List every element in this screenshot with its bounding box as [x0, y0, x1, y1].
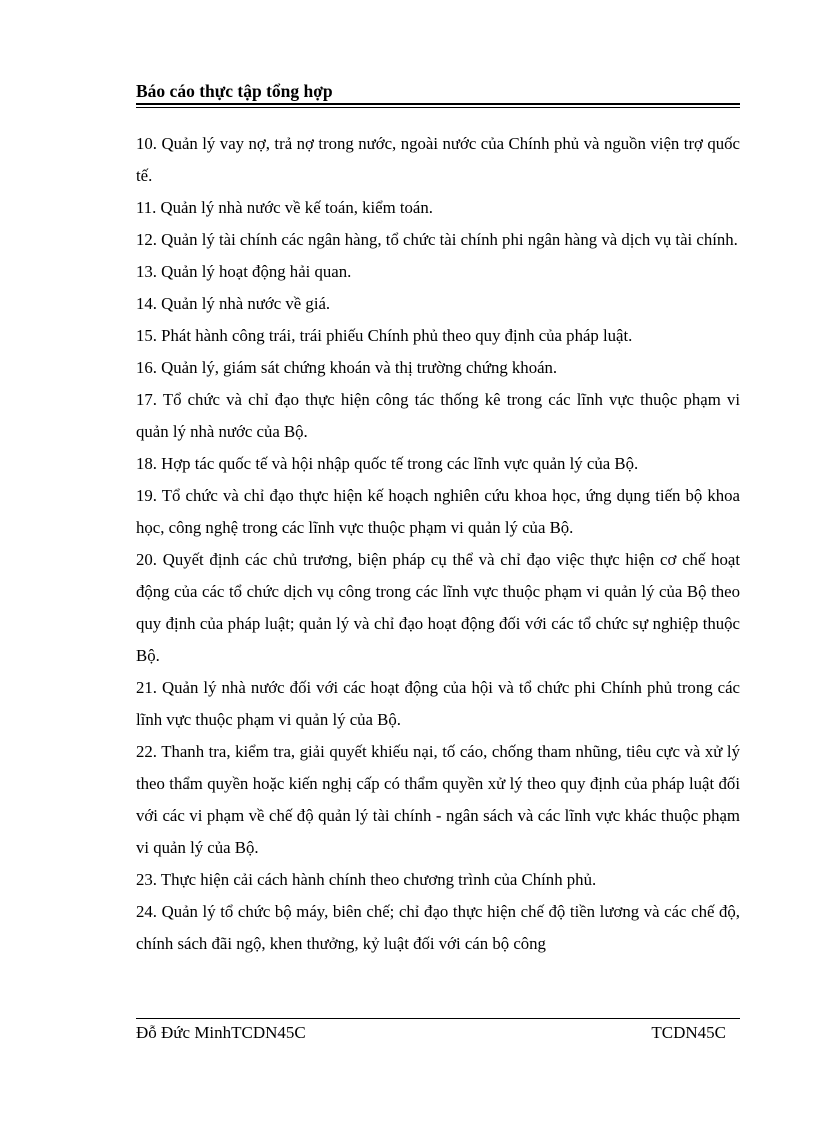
- list-item: 24. Quản lý tổ chức bộ máy, biên chế; chỉ đạo thực hiện chế độ tiền lương và các chế độ, chính sách đãi ngộ, khen thưởng, kỷ luật đối với cán bộ công: [136, 902, 740, 953]
- list-item: 19. Tổ chức và chỉ đạo thực hiện kế hoạch nghiên cứu khoa học, ứng dụng tiến bộ khoa học, công nghệ trong các lĩnh vực thuộc phạm vi quản lý của Bộ.: [136, 486, 740, 537]
- list-item: 13. Quản lý hoạt động hải quan.: [136, 262, 352, 281]
- list-item: 22. Thanh tra, kiểm tra, giải quyết khiếu nại, tố cáo, chống tham nhũng, tiêu cực và xử lý theo thẩm quyền hoặc kiến nghị cấp có thẩm quyền xử lý theo quy định của pháp luật đối với các vi phạm về chế độ quản lý tài chính - ngân sách và các lĩnh vực khác thuộc phạm vi quản lý của Bộ.: [136, 742, 740, 857]
- header-rule-thin: [136, 107, 740, 108]
- list-item: 10. Quản lý vay nợ, trả nợ trong nước, ngoài nước của Chính phủ và nguồn viện trợ quốc tế.: [136, 134, 740, 185]
- list-item: 18. Hợp tác quốc tế và hội nhập quốc tế trong các lĩnh vực quản lý của Bộ.: [136, 454, 639, 473]
- document-body: [136, 128, 740, 960]
- header-title: Báo cáo thực tập tổng hợp: [136, 81, 333, 101]
- list-item: 14. Quản lý nhà nước về giá.: [136, 294, 331, 313]
- page-footer: [136, 1018, 740, 1048]
- footer-class-code: TCDN45C: [651, 1023, 726, 1042]
- list-item: 11. Quản lý nhà nước về kế toán, kiểm toán.: [136, 198, 433, 217]
- list-item: 20. Quyết định các chủ trương, biện pháp cụ thể và chỉ đạo việc thực hiện cơ chế hoạt động của các tổ chức dịch vụ công trong các lĩnh vực thuộc phạm vi quản lý của Bộ theo quy định của pháp luật; quản lý và chỉ đạo hoạt động đối với các tổ chức sự nghiệp thuộc Bộ.: [136, 550, 740, 665]
- page-header: [136, 80, 740, 110]
- list-item: 12. Quản lý tài chính các ngân hàng, tổ chức tài chính phi ngân hàng và dịch vụ tài chính.: [136, 230, 738, 249]
- list-item: 15. Phát hành công trái, trái phiếu Chính phủ theo quy định của pháp luật.: [136, 326, 633, 345]
- list-item: 17. Tổ chức và chỉ đạo thực hiện công tác thống kê trong các lĩnh vực thuộc phạm vi quản lý nhà nước của Bộ.: [136, 390, 740, 441]
- footer-author: Đỗ Đức MinhTCDN45C: [136, 1023, 306, 1042]
- list-item: 21. Quản lý nhà nước đối với các hoạt động của hội và tổ chức phi Chính phủ trong các lĩnh vực thuộc phạm vi quản lý của Bộ.: [136, 678, 740, 729]
- list-item: 23. Thực hiện cải cách hành chính theo chương trình của Chính phủ.: [136, 870, 597, 889]
- footer-rule: [136, 1018, 740, 1019]
- header-rule-thick: [136, 103, 740, 105]
- list-item: 16. Quản lý, giám sát chứng khoán và thị trường chứng khoán.: [136, 358, 558, 377]
